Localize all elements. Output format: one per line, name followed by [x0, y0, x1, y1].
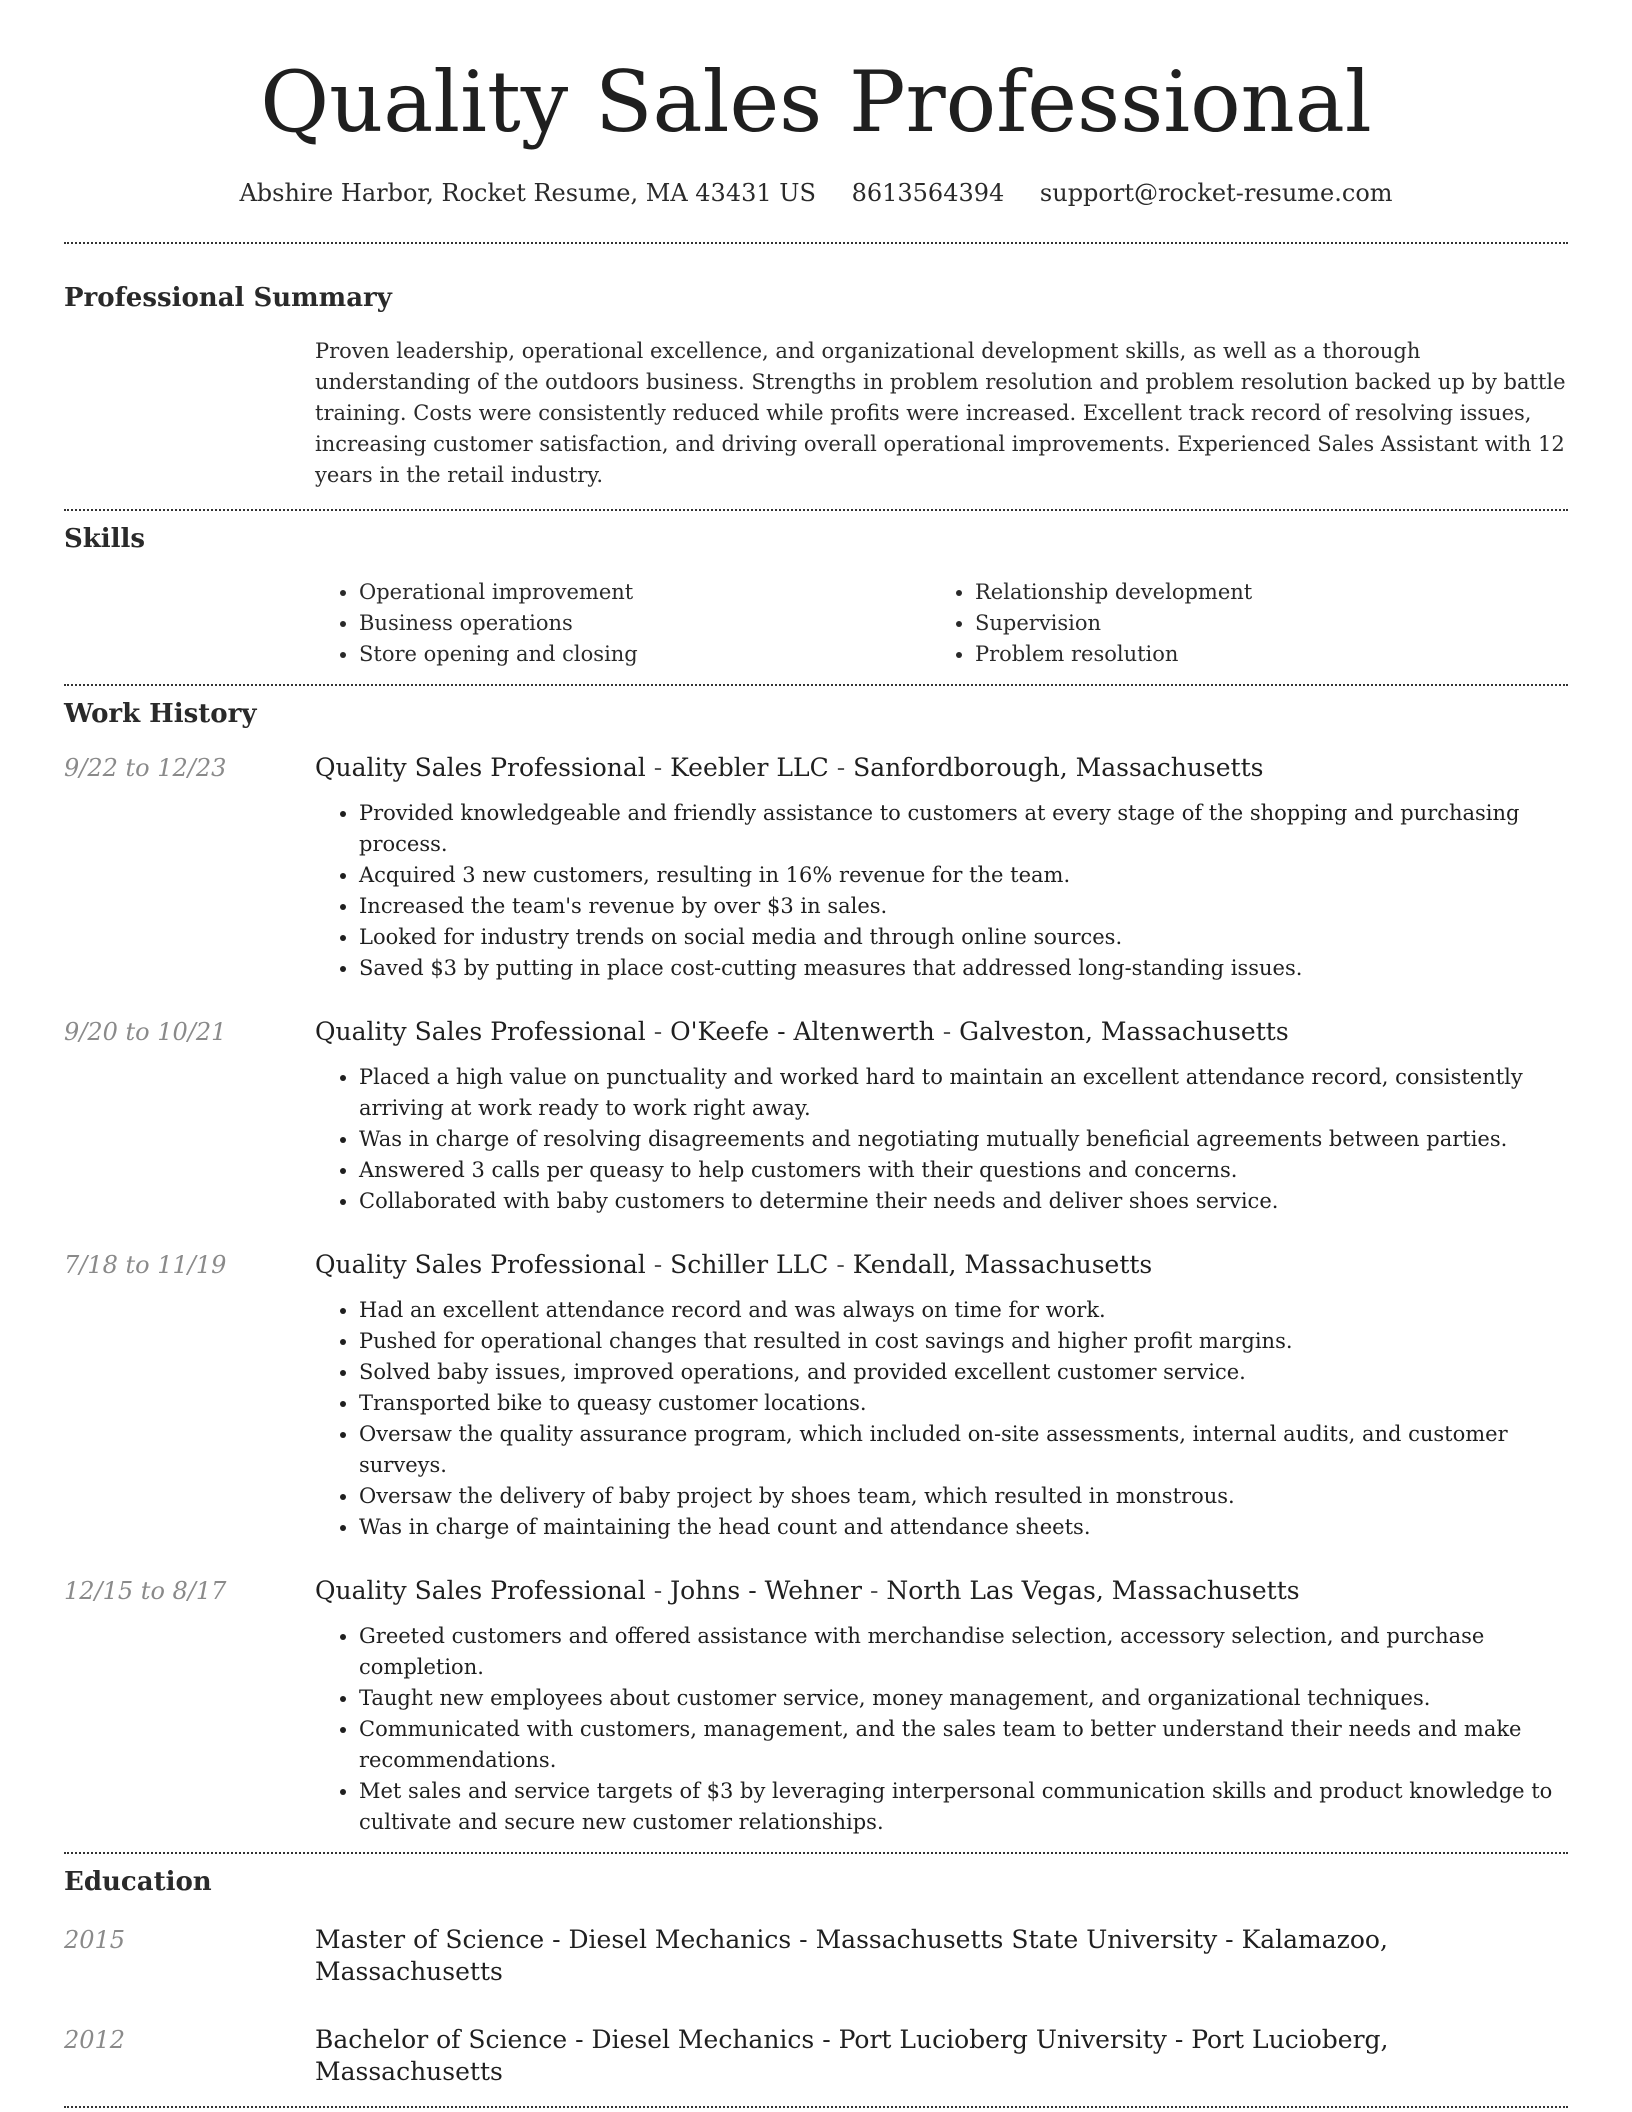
job-role: Quality Sales Professional: [315, 1250, 646, 1279]
job-bullet: • Solved baby issues, improved operations, and provided excellent customer service.: [359, 1357, 1568, 1388]
job-company: Keebler LLC: [670, 753, 829, 782]
job-company: Johns - Wehner: [670, 1576, 862, 1605]
job-bullet: • Acquired 3 new customers, resulting in 16% revenue for the team.: [359, 860, 1568, 891]
skills-section: [64, 511, 1568, 670]
job-bullet: • Had an excellent attendance record and was always on time for work.: [359, 1295, 1568, 1326]
job-location: North Las Vegas, Massachusetts: [886, 1576, 1300, 1605]
education-title: Master of Science - Diesel Mechanics - Massachusetts State University - Kalamazoo, Massachusetts: [315, 1925, 1388, 1986]
job-bullet: • Was in charge of maintaining the head count and attendance sheets.: [359, 1512, 1568, 1543]
skill-item: • Supervision: [975, 608, 1547, 639]
job-company: Schiller LLC: [670, 1250, 829, 1279]
job-header: [64, 752, 1568, 784]
job-title: Quality Sales Professional - Schiller LLC - Kendall, Massachusetts: [315, 1250, 1153, 1279]
summary-content: [315, 336, 1568, 491]
job-location: Sanfordborough, Massachusetts: [853, 753, 1264, 782]
job-date: 12/15 to 8/17: [64, 1577, 227, 1605]
job-entry: [64, 1016, 1568, 1217]
job-header: [64, 1016, 1568, 1048]
work-section: [64, 686, 1568, 1838]
job-bullet: • Placed a high value on punctuality and worked hard to maintain an excellent attendance record, consistently arriving at work ready to work right away.: [359, 1062, 1568, 1124]
job-bullet: • Oversaw the delivery of baby project by shoes team, which resulted in monstrous.: [359, 1481, 1568, 1512]
resume-name: Quality Sales Professional: [260, 53, 1372, 151]
section-title-education: Education: [64, 1867, 212, 1897]
skills-list-left: [315, 577, 931, 670]
job-bullet: • Transported bike to queasy customer locations.: [359, 1388, 1568, 1419]
job-bullet: • Communicated with customers, management, and the sales team to better understand their needs and make recommendations.: [359, 1714, 1568, 1776]
job-bullet: • Greeted customers and offered assistance with merchandise selection, accessory selection, and purchase completion.: [359, 1621, 1568, 1683]
contact-phone: 8613564394: [851, 179, 1005, 207]
education-degree: Master of Science - Diesel Mechanics: [315, 1925, 792, 1954]
education-location: Kalamazoo, Massachusetts: [315, 1925, 1388, 1986]
education-year: 2012: [64, 2026, 126, 2054]
job-date: 7/18 to 11/19: [64, 1251, 227, 1279]
contact-address: Abshire Harbor, Rocket Resume, MA 43431 US: [239, 179, 816, 207]
skill-item: • Business operations: [359, 608, 931, 639]
job-bullet: • Answered 3 calls per queasy to help customers with their questions and concerns.: [359, 1155, 1568, 1186]
education-title: Bachelor of Science - Diesel Mechanics - Port Lucioberg University - Port Lucioberg, Massachusetts: [315, 2025, 1389, 2086]
contact-line: [64, 178, 1568, 208]
job-bullets: [315, 1621, 1568, 1838]
job-role: Quality Sales Professional: [315, 1017, 646, 1046]
skill-item: • Relationship development: [975, 577, 1547, 608]
job-bullet: • Provided knowledgeable and friendly assistance to customers at every stage of the shopping and purchasing process.: [359, 798, 1568, 860]
education-year: 2015: [64, 1926, 126, 1954]
education-entry: [64, 1924, 1568, 1988]
section-title-summary: Professional Summary: [64, 283, 392, 313]
job-bullet: • Met sales and service targets of $3 by leveraging interpersonal communication skills and product knowledge to cultivate and secure new customer relationships.: [359, 1776, 1568, 1838]
job-bullet: • Taught new employees about customer service, money management, and organizational techniques.: [359, 1683, 1568, 1714]
contact-email: support@rocket-resume.com: [1039, 179, 1393, 207]
job-header: [64, 1249, 1568, 1281]
section-title-work: Work History: [64, 699, 257, 729]
summary-section: [64, 244, 1568, 491]
job-role: Quality Sales Professional: [315, 753, 646, 782]
job-bullets: [315, 1295, 1568, 1543]
job-location: Galveston, Massachusetts: [959, 1017, 1289, 1046]
skill-item: • Problem resolution: [975, 639, 1547, 670]
job-role: Quality Sales Professional: [315, 1576, 646, 1605]
education-entry: [64, 2024, 1568, 2088]
job-bullets: [315, 1062, 1568, 1217]
skills-list-right: [931, 577, 1547, 670]
job-title: Quality Sales Professional - Keebler LLC - Sanfordborough, Massachusetts: [315, 753, 1264, 782]
job-company: O'Keefe - Altenwerth: [670, 1017, 935, 1046]
job-bullet: • Increased the team's revenue by over $3 in sales.: [359, 891, 1568, 922]
job-header: [64, 1575, 1568, 1607]
education-school: Massachusetts State University: [815, 1925, 1218, 1954]
job-bullet: • Pushed for operational changes that resulted in cost savings and higher profit margins.: [359, 1326, 1568, 1357]
section-title-skills: Skills: [64, 524, 146, 554]
summary-text: Proven leadership, operational excellence, and organizational development skills, as well as a thorough understanding of the outdoors business. Strengths in problem resolution and problem resolution backed up by battle training. Costs were consistently reduced while profits were increased. Excellent track record of resolving issues, increasing customer satisfaction, and driving overall operational improvements. Experienced Sales Assistant with 12 years in the retail industry.: [315, 339, 1566, 487]
job-bullet: • Oversaw the quality assurance program, which included on-site assessments, internal audits, and customer surveys.: [359, 1419, 1568, 1481]
education-degree: Bachelor of Science - Diesel Mechanics: [315, 2025, 815, 2054]
job-location: Kendall, Massachusetts: [852, 1250, 1153, 1279]
job-date: 9/22 to 12/23: [64, 754, 227, 782]
job-title: Quality Sales Professional - Johns - Wehner - North Las Vegas, Massachusetts: [315, 1576, 1300, 1605]
skill-item: • Operational improvement: [359, 577, 931, 608]
divider: [64, 2106, 1568, 2108]
skills-grid: [315, 577, 1568, 670]
job-bullets: [315, 798, 1568, 984]
job-entry: [64, 1575, 1568, 1838]
job-date: 9/20 to 10/21: [64, 1018, 227, 1046]
education-location: Port Lucioberg, Massachusetts: [315, 2025, 1389, 2086]
job-entry: [64, 1249, 1568, 1543]
job-bullet: • Saved $3 by putting in place cost-cutting measures that addressed long-standing issues.: [359, 953, 1568, 984]
education-section: [64, 1854, 1568, 2088]
education-school: Port Lucioberg University: [838, 2025, 1167, 2054]
job-bullet: • Collaborated with baby customers to determine their needs and deliver shoes service.: [359, 1186, 1568, 1217]
skill-item: • Store opening and closing: [359, 639, 931, 670]
job-bullet: • Looked for industry trends on social media and through online sources.: [359, 922, 1568, 953]
job-title: Quality Sales Professional - O'Keefe - Altenwerth - Galveston, Massachusetts: [315, 1017, 1289, 1046]
job-bullet: • Was in charge of resolving disagreements and negotiating mutually beneficial agreements between parties.: [359, 1124, 1568, 1155]
job-entry: [64, 752, 1568, 984]
